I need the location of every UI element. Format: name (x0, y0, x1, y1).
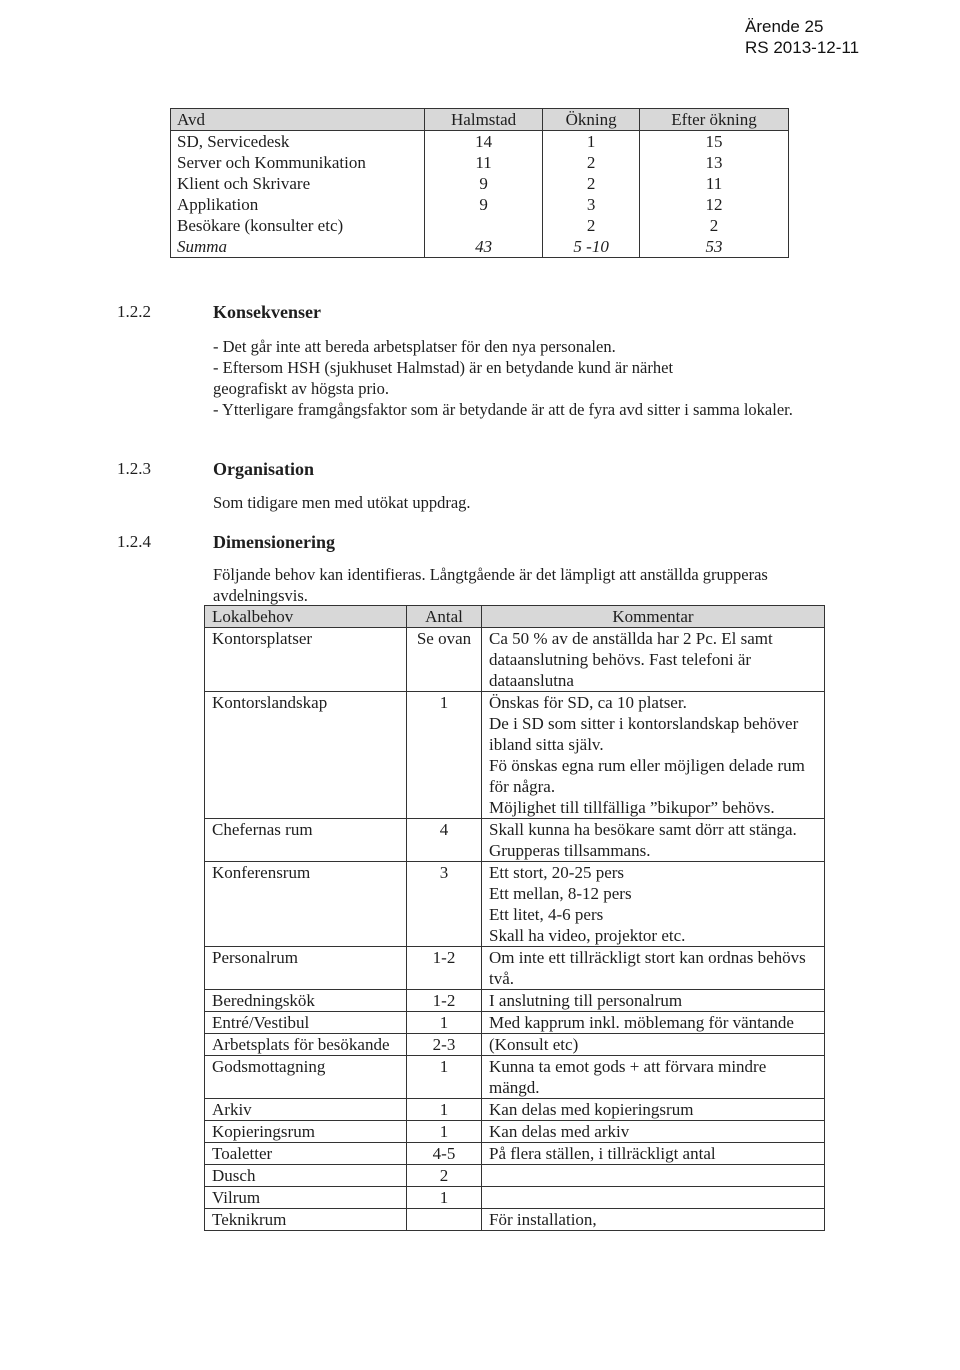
paragraph: - Eftersom HSH (sjukhuset Halmstad) är en betydande kund är närhet geografiskt av högsta prio. (213, 358, 674, 398)
table-cell: 2 (543, 173, 640, 194)
section-body (213, 336, 803, 420)
space-count-cell: 2-3 (407, 1034, 482, 1056)
paragraph: - Ytterligare framgångsfaktor som är betydande är att de fyra avd sitter i samma lokaler. (213, 400, 793, 419)
comment-line: Ca 50 % av de anställda har 2 Pc. El samt dataanslutning behövs. Fast telefoni är dataanslutna (489, 629, 773, 690)
table-cell: Applikation (171, 194, 425, 215)
section-body (213, 492, 813, 513)
section-title: Organisation (213, 459, 315, 479)
section-title: Dimensionering (213, 532, 336, 552)
space-count-cell: 1 (407, 692, 482, 819)
summary-cell: 43 (425, 236, 543, 258)
column-header-avd: Avd (171, 109, 425, 131)
space-comment-cell (482, 1187, 825, 1209)
comment-line (489, 1165, 817, 1186)
comment-line: Om inte ett tillräckligt stort kan ordnas behövs två. (489, 948, 806, 988)
space-name-cell: Entré/Vestibul (205, 1012, 407, 1034)
comment-line: Ett litet, 4-6 pers (489, 905, 604, 924)
table-cell: 11 (425, 152, 543, 173)
comment-line: Ett mellan, 8-12 pers (489, 884, 632, 903)
space-comment-cell (482, 1143, 825, 1165)
space-comment-cell (482, 628, 825, 692)
table-row (205, 1165, 825, 1187)
summary-label: Summa (171, 236, 425, 258)
paragraph: Som tidigare men med utökat uppdrag. (213, 493, 471, 512)
space-name-cell: Arkiv (205, 1099, 407, 1121)
space-name-cell: Godsmottagning (205, 1056, 407, 1099)
comment-line: Ett stort, 20-25 pers (489, 863, 625, 882)
case-number: Ärende 25 (745, 17, 824, 36)
space-comment-cell (482, 692, 825, 819)
space-name-cell: Arbetsplats för besökande (205, 1034, 407, 1056)
space-count-cell: 1 (407, 1056, 482, 1099)
space-comment-cell (482, 862, 825, 947)
table-cell: 11 (640, 173, 789, 194)
table-row (171, 173, 789, 194)
space-name-cell: Toaletter (205, 1143, 407, 1165)
column-header-antal: Antal (407, 606, 482, 628)
table-cell: 14 (425, 131, 543, 153)
table-cell: 12 (640, 194, 789, 215)
space-comment-cell (482, 1056, 825, 1099)
table-row (205, 1143, 825, 1165)
table-cell: 1 (543, 131, 640, 153)
space-count-cell (407, 1209, 482, 1231)
table-cell: 9 (425, 173, 543, 194)
staff-table (170, 108, 789, 258)
table-row (205, 947, 825, 990)
table-cell: 15 (640, 131, 789, 153)
space-comment-cell (482, 1034, 825, 1056)
comment-line: Fö önskas egna rum eller möjligen delade rum för några. (489, 756, 805, 796)
table-cell: 3 (543, 194, 640, 215)
space-count-cell: 1-2 (407, 947, 482, 990)
table-row (171, 215, 789, 236)
space-name-cell: Kopieringsrum (205, 1121, 407, 1143)
space-needs-table (204, 605, 825, 1231)
comment-line: I anslutning till personalrum (489, 991, 683, 1010)
table-cell: 2 (543, 215, 640, 236)
comment-line: (Konsult etc) (489, 1035, 579, 1054)
needs-table-body (205, 628, 825, 1231)
space-name-cell: Beredningskök (205, 990, 407, 1012)
needs-table-header (205, 606, 825, 628)
column-header-okning: Ökning (543, 109, 640, 131)
table-cell: Besökare (konsulter etc) (171, 215, 425, 236)
summary-cell: 5 -10 (543, 236, 640, 258)
comment-line: Skall kunna ha besökare samt dörr att stänga. Grupperas tillsammans. (489, 820, 797, 860)
space-count-cell: 4 (407, 819, 482, 862)
space-name-cell: Dusch (205, 1165, 407, 1187)
table-row (205, 819, 825, 862)
space-count-cell: Se ovan (407, 628, 482, 692)
table-row (171, 194, 789, 215)
space-count-cell: 1-2 (407, 990, 482, 1012)
section-number: 1.2.3 (117, 459, 151, 478)
table-cell (425, 215, 543, 236)
space-comment-cell (482, 1012, 825, 1034)
space-comment-cell (482, 990, 825, 1012)
space-comment-cell (482, 1121, 825, 1143)
space-count-cell: 1 (407, 1121, 482, 1143)
space-count-cell: 1 (407, 1187, 482, 1209)
comment-line: Möjlighet till tillfälliga ”bikupor” behövs. (489, 798, 775, 817)
space-name-cell: Kontorslandskap (205, 692, 407, 819)
paragraph: Följande behov kan identifieras. Långtgående är det lämpligt att anställda grupperas avdelningsvis. (213, 565, 768, 605)
table-row (205, 628, 825, 692)
space-name-cell: Chefernas rum (205, 819, 407, 862)
table-row (205, 990, 825, 1012)
table-cell: 13 (640, 152, 789, 173)
column-header-efter-okning: Efter ökning (640, 109, 789, 131)
table-cell: 2 (543, 152, 640, 173)
space-name-cell: Vilrum (205, 1187, 407, 1209)
comment-line: På flera ställen, i tillräckligt antal (489, 1144, 716, 1163)
space-count-cell: 2 (407, 1165, 482, 1187)
summary-cell: 53 (640, 236, 789, 258)
table-row (171, 131, 789, 153)
column-header-lokalbehov: Lokalbehov (205, 606, 407, 628)
table-row (171, 152, 789, 173)
comment-line: De i SD som sitter i kontorslandskap behöver ibland sitta själv. (489, 714, 799, 754)
comment-line: Skall ha video, projektor etc. (489, 926, 686, 945)
space-count-cell: 1 (407, 1099, 482, 1121)
table-cell: 9 (425, 194, 543, 215)
table-row (205, 1099, 825, 1121)
table-row (205, 862, 825, 947)
meeting-reference: RS 2013-12-11 (745, 38, 860, 57)
column-header-kommentar: Kommentar (482, 606, 825, 628)
space-comment-cell (482, 1099, 825, 1121)
table-row (205, 1209, 825, 1231)
paragraph: - Det går inte att bereda arbetsplatser för den nya personalen. (213, 337, 616, 356)
table-cell: 2 (640, 215, 789, 236)
space-name-cell: Teknikrum (205, 1209, 407, 1231)
section-title: Konsekvenser (213, 302, 321, 322)
column-header-halmstad: Halmstad (425, 109, 543, 131)
space-count-cell: 4-5 (407, 1143, 482, 1165)
comment-line: Kan delas med kopieringsrum (489, 1100, 694, 1119)
comment-line: Kan delas med arkiv (489, 1122, 630, 1141)
comment-line: För installation, (489, 1210, 597, 1229)
staff-table-header (171, 109, 789, 131)
table-row (205, 1034, 825, 1056)
comment-line: Kunna ta emot gods + att förvara mindre mängd. (489, 1057, 767, 1097)
comment-line: Med kapprum inkl. möblemang för väntande (489, 1013, 794, 1032)
comment-line: Önskas för SD, ca 10 platser. (489, 693, 687, 712)
summary-row (171, 236, 789, 258)
space-name-cell: Personalrum (205, 947, 407, 990)
table-cell: Klient och Skrivare (171, 173, 425, 194)
document-header (745, 16, 859, 58)
space-name-cell: Konferensrum (205, 862, 407, 947)
space-comment-cell (482, 947, 825, 990)
table-row (205, 1121, 825, 1143)
table-row (205, 1187, 825, 1209)
table-cell: Server och Kommunikation (171, 152, 425, 173)
section-body (213, 564, 773, 606)
space-name-cell: Kontorsplatser (205, 628, 407, 692)
comment-line (489, 1187, 817, 1208)
section-number: 1.2.4 (117, 532, 151, 551)
space-comment-cell (482, 1209, 825, 1231)
table-row (205, 1012, 825, 1034)
table-row (205, 692, 825, 819)
space-count-cell: 3 (407, 862, 482, 947)
table-cell: SD, Servicedesk (171, 131, 425, 153)
table-row (205, 1056, 825, 1099)
space-comment-cell (482, 819, 825, 862)
section-number: 1.2.2 (117, 302, 151, 321)
space-comment-cell (482, 1165, 825, 1187)
space-count-cell: 1 (407, 1012, 482, 1034)
